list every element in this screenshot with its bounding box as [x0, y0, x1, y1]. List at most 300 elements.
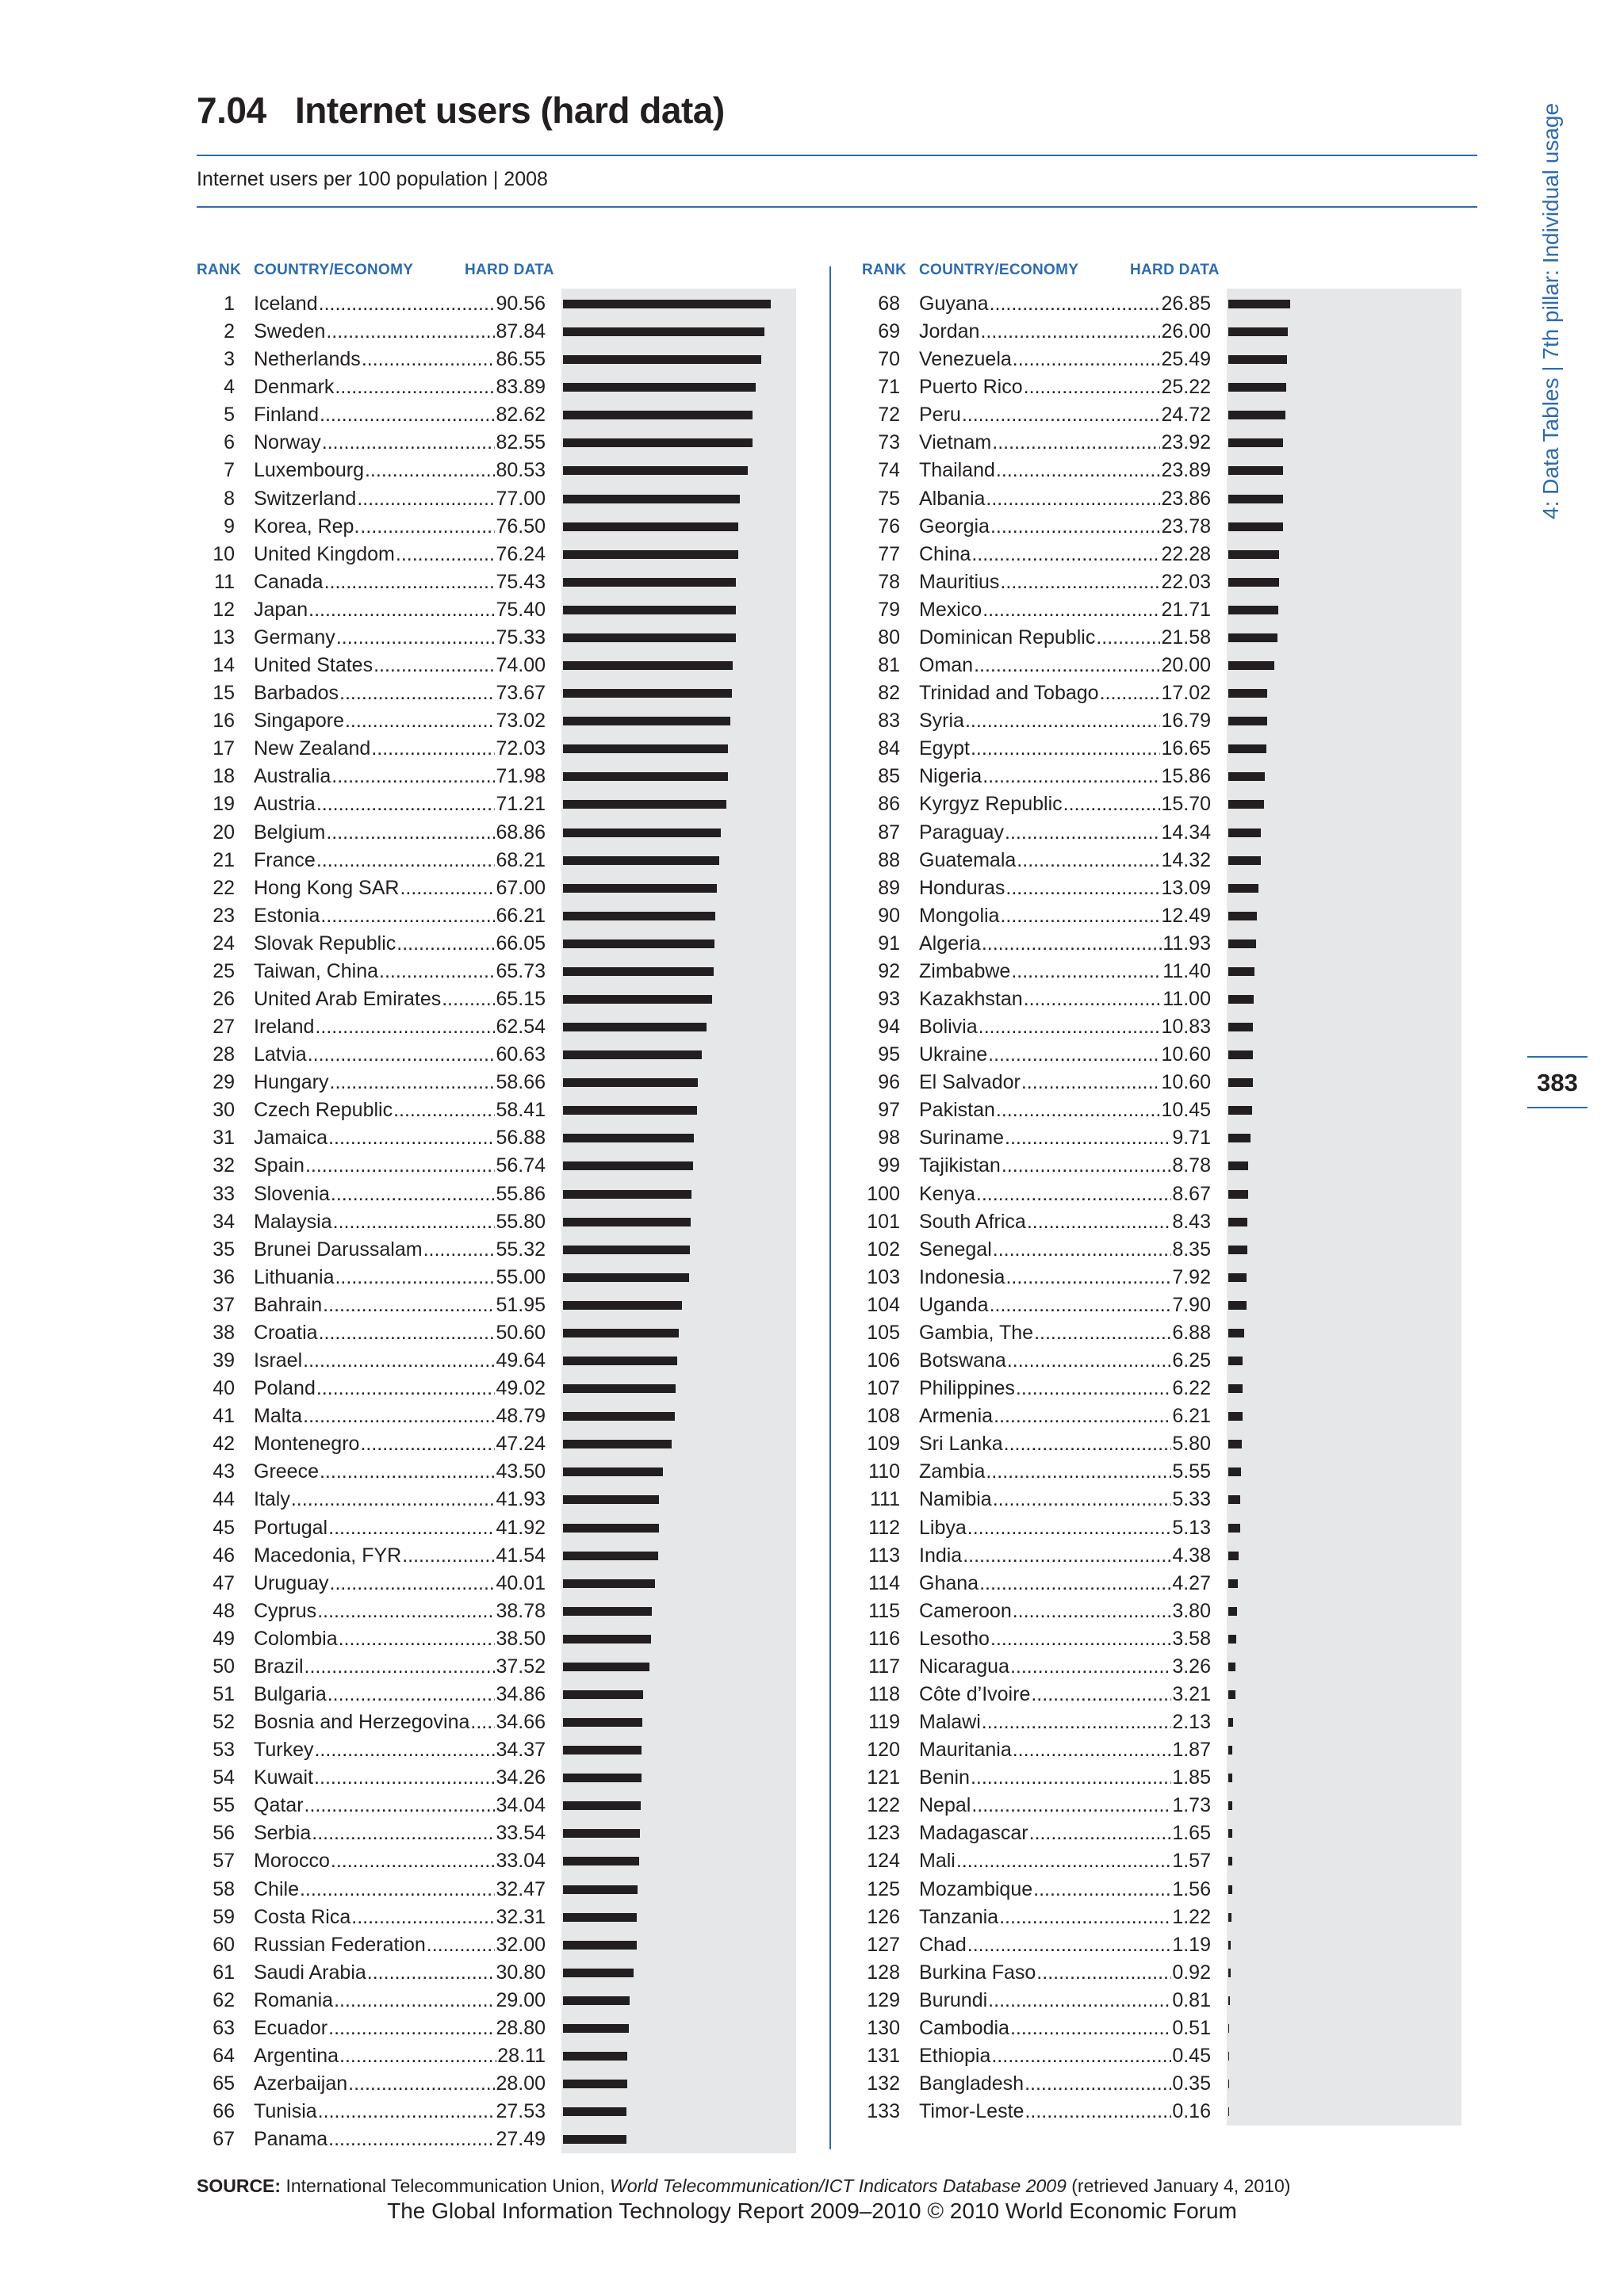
table-row: [862, 1514, 1465, 1542]
value-cell: 58.66: [496, 1071, 546, 1094]
dot-leader: [316, 1375, 496, 1402]
rank-cell: 87: [878, 821, 900, 844]
country-name: Slovak Republic: [254, 932, 396, 955]
value-cell: 1.73: [1172, 1794, 1211, 1817]
dot-leader: [1025, 2070, 1171, 2098]
value-cell: 56.88: [496, 1127, 546, 1150]
country-value-cell: [254, 763, 546, 790]
dot-leader: [990, 1625, 1171, 1653]
country-name: Pakistan: [919, 1099, 995, 1122]
dot-leader: [393, 1096, 495, 1124]
value-cell: 8.43: [1172, 1210, 1211, 1233]
value-bar: [1228, 1440, 1242, 1448]
country-name: Albania: [919, 487, 986, 510]
country-value-cell: [919, 1542, 1211, 1570]
country-value-cell: [919, 401, 1211, 429]
value-cell: 28.11: [497, 2045, 546, 2068]
value-cell: 28.00: [496, 2072, 546, 2095]
country-value-cell: [919, 902, 1211, 930]
country-value-cell: [919, 1292, 1211, 1319]
country-value-cell: [919, 1347, 1211, 1375]
value-cell: 25.49: [1161, 348, 1211, 371]
value-bar: [1228, 1050, 1253, 1059]
dot-leader: [996, 457, 1161, 484]
rank-cell: 11: [214, 570, 235, 593]
country-value-cell: [254, 2126, 546, 2153]
country-value-cell: [254, 1430, 546, 1458]
table-row: [862, 2070, 1465, 2098]
value-bar: [563, 995, 712, 1004]
dot-leader: [291, 1486, 496, 1513]
value-bar: [563, 1468, 663, 1476]
rank-cell: 35: [213, 1238, 235, 1261]
country-value-cell: [919, 1264, 1211, 1292]
value-bar: [563, 578, 736, 587]
country-value-cell: [254, 1236, 546, 1264]
rank-cell: 73: [878, 431, 900, 454]
country-name: Chad: [919, 1933, 967, 1956]
table-row: [862, 513, 1465, 541]
country-value-cell: [254, 596, 546, 624]
value-cell: 0.51: [1172, 2016, 1211, 2039]
value-cell: 7.90: [1172, 1293, 1211, 1316]
country-value-cell: [919, 874, 1211, 902]
value-cell: 55.86: [496, 1182, 546, 1205]
dot-leader: [1005, 1124, 1171, 1152]
value-bar: [1228, 1746, 1232, 1755]
rank-cell: 58: [213, 1877, 235, 1900]
country-value-cell: [254, 1514, 546, 1542]
country-name: Armenia: [919, 1405, 994, 1428]
value-bar: [563, 1495, 659, 1504]
country-value-cell: [254, 541, 546, 568]
table-row: [862, 373, 1465, 401]
country-value-cell: [254, 1152, 546, 1180]
country-name: Oman: [919, 654, 974, 677]
table-row: [197, 485, 799, 513]
dot-leader: [1100, 679, 1161, 707]
table-row: [197, 1820, 799, 1847]
dot-leader: [988, 1041, 1160, 1069]
table-row: [862, 1236, 1465, 1264]
value-bar: [563, 772, 728, 781]
rank-cell: 124: [867, 1850, 900, 1873]
value-bar: [1228, 1218, 1247, 1226]
table-row: [197, 513, 799, 541]
rank-cell: 43: [213, 1460, 235, 1483]
rank-cell: 97: [878, 1099, 900, 1122]
value-cell: 4.27: [1172, 1571, 1211, 1594]
country-name: Sweden: [254, 320, 326, 343]
value-cell: 23.78: [1161, 515, 1211, 538]
rank-cell: 81: [878, 654, 900, 677]
dot-leader: [971, 1792, 1171, 1820]
country-value-cell: [919, 1570, 1211, 1598]
rank-cell: 127: [867, 1933, 900, 1956]
rank-cell: 27: [213, 1016, 235, 1039]
dot-leader: [331, 1847, 496, 1875]
country-value-cell: [919, 346, 1211, 373]
table-row: [197, 1514, 799, 1542]
rank-cell: 123: [867, 1822, 900, 1845]
dot-leader: [345, 707, 495, 735]
value-bar: [1228, 1468, 1241, 1476]
country-name: Tunisia: [254, 2100, 317, 2123]
dot-leader: [323, 1292, 495, 1319]
value-cell: 15.70: [1161, 793, 1211, 816]
rank-cell: 31: [213, 1127, 235, 1150]
table-row: [197, 2015, 799, 2042]
value-bar: [1228, 1190, 1248, 1199]
country-name: Dominican Republic: [919, 626, 1096, 649]
value-bar: [1228, 1106, 1252, 1115]
table-row: [197, 1375, 799, 1402]
country-value-cell: [919, 1236, 1211, 1264]
value-cell: 66.21: [496, 904, 546, 927]
value-bar: [563, 1885, 638, 1894]
table-row: [862, 735, 1465, 763]
dot-leader: [303, 1347, 495, 1375]
rank-cell: 46: [213, 1544, 235, 1567]
table-row: [197, 541, 799, 568]
country-name: Namibia: [919, 1488, 992, 1511]
table-row: [197, 1319, 799, 1347]
country-value-cell: [919, 1904, 1211, 1931]
dot-leader: [328, 1514, 495, 1542]
country-name: Austria: [254, 793, 316, 816]
value-bar: [1228, 884, 1258, 893]
country-name: Australia: [254, 765, 331, 788]
header-value-right: HARD DATA: [1130, 262, 1220, 278]
country-value-cell: [919, 790, 1211, 818]
rank-cell: 38: [213, 1321, 235, 1344]
country-value-cell: [919, 2042, 1211, 2070]
country-value-cell: [254, 2042, 546, 2070]
dot-leader: [990, 290, 1161, 318]
country-name: Burkina Faso: [919, 1961, 1036, 1984]
value-bar: [563, 1440, 672, 1448]
rank-cell: 116: [868, 1627, 900, 1650]
dot-leader: [1016, 1375, 1171, 1402]
country-value-cell: [254, 902, 546, 930]
dot-leader: [993, 1486, 1172, 1513]
table-row: [197, 2098, 799, 2126]
source-label: SOURCE:: [197, 2175, 282, 2196]
country-value-cell: [254, 1570, 546, 1598]
table-row: [197, 457, 799, 484]
value-cell: 34.04: [496, 1794, 546, 1817]
value-cell: 68.21: [496, 848, 546, 871]
country-name: Guatemala: [919, 848, 1017, 871]
dot-leader: [328, 1124, 495, 1152]
country-value-cell: [254, 847, 546, 874]
dot-leader: [982, 930, 1162, 958]
country-value-cell: [254, 1347, 546, 1375]
value-cell: 4.38: [1172, 1544, 1211, 1567]
rank-cell: 21: [213, 848, 235, 871]
value-cell: 5.55: [1172, 1460, 1211, 1483]
country-value-cell: [254, 1292, 546, 1319]
rank-cell: 63: [213, 2016, 235, 2039]
country-name: Colombia: [254, 1627, 338, 1650]
value-bar: [563, 689, 732, 698]
rank-cell: 115: [868, 1599, 900, 1622]
rank-cell: 44: [213, 1488, 235, 1511]
value-bar: [563, 1023, 707, 1031]
country-name: Bosnia and Herzegovina: [254, 1711, 470, 1734]
value-cell: 43.50: [496, 1460, 546, 1483]
country-name: Korea, Rep.: [254, 515, 360, 538]
value-bar: [563, 1635, 651, 1644]
value-bar: [1228, 1412, 1243, 1421]
value-cell: 82.62: [496, 404, 546, 427]
country-value-cell: [919, 485, 1211, 513]
rank-cell: 117: [868, 1655, 900, 1678]
value-cell: 30.80: [496, 1961, 546, 1984]
value-bar: [563, 383, 756, 392]
rank-cell: 62: [213, 1988, 235, 2011]
dot-leader: [1027, 1208, 1172, 1236]
value-bar: [1228, 1829, 1232, 1838]
dot-leader: [1004, 1430, 1172, 1458]
value-cell: 0.45: [1172, 2045, 1211, 2068]
dot-leader: [362, 346, 496, 373]
rank-cell: 52: [213, 1711, 235, 1734]
dot-leader: [1024, 373, 1161, 401]
rank-cell: 90: [878, 904, 900, 927]
dot-leader: [326, 819, 495, 847]
country-value-cell: [254, 1653, 546, 1681]
country-value-cell: [254, 2098, 546, 2126]
country-value-cell: [919, 707, 1211, 735]
value-cell: 75.43: [496, 570, 546, 593]
value-bar: [1228, 717, 1267, 725]
value-cell: 55.32: [496, 1238, 546, 1261]
country-value-cell: [919, 318, 1211, 346]
value-bar: [563, 1218, 691, 1226]
section-number: 7.04: [197, 90, 266, 131]
dot-leader: [1010, 1653, 1171, 1681]
dot-leader: [317, 1598, 495, 1625]
rank-cell: 80: [878, 626, 900, 649]
country-value-cell: [254, 624, 546, 652]
rank-cell: 78: [878, 570, 900, 593]
value-bar: [563, 300, 771, 308]
country-name: Czech Republic: [254, 1099, 393, 1122]
country-value-cell: [254, 1375, 546, 1402]
country-name: Ecuador: [254, 2016, 328, 2039]
rank-cell: 19: [213, 793, 235, 816]
table-row: [197, 1904, 799, 1931]
rank-cell: 1: [224, 293, 235, 315]
table-row: [197, 1625, 799, 1653]
value-bar: [1228, 1524, 1240, 1533]
country-name: Venezuela: [919, 348, 1012, 371]
country-name: Uganda: [919, 1293, 989, 1316]
country-value-cell: [254, 1069, 546, 1096]
country-name: Azerbaijan: [254, 2072, 348, 2095]
rank-cell: 54: [213, 1766, 235, 1789]
dot-leader: [974, 652, 1160, 679]
country-value-cell: [919, 1764, 1211, 1792]
value-bar: [563, 1857, 639, 1866]
table-row: [197, 1152, 799, 1180]
rank-cell: 98: [878, 1127, 900, 1150]
dot-leader: [316, 847, 496, 874]
country-name: China: [919, 542, 971, 565]
rank-cell: 67: [213, 2128, 235, 2151]
country-name: Cameroon: [919, 1599, 1012, 1622]
country-value-cell: [919, 457, 1211, 484]
value-bar: [563, 1190, 691, 1199]
table-row: [197, 346, 799, 373]
value-bar: [1228, 1357, 1243, 1365]
header-rank-right: RANK: [862, 262, 907, 278]
column-divider: [829, 266, 831, 2149]
dot-leader: [367, 1959, 496, 1987]
value-cell: 55.80: [496, 1210, 546, 1233]
country-value-cell: [254, 1764, 546, 1792]
value-bar: [563, 2080, 627, 2088]
country-value-cell: [254, 1904, 546, 1931]
value-cell: 41.92: [496, 1516, 546, 1539]
value-bar: [563, 1273, 689, 1282]
dot-leader: [373, 652, 495, 679]
table-row: [862, 1959, 1465, 1987]
subtitle-rule: [197, 206, 1477, 208]
table-row: [197, 1486, 799, 1513]
country-name: Barbados: [254, 682, 339, 705]
country-name: Nigeria: [919, 765, 982, 788]
country-name: Tajikistan: [919, 1154, 1001, 1177]
country-value-cell: [254, 958, 546, 985]
value-bar: [563, 717, 730, 725]
country-name: Mongolia: [919, 904, 1000, 927]
value-bar: [563, 1412, 675, 1421]
country-name: Paraguay: [919, 821, 1005, 844]
country-name: Bahrain: [254, 1293, 323, 1316]
value-cell: 77.00: [496, 487, 546, 510]
country-name: Saudi Arabia: [254, 1961, 366, 1984]
country-name: Ukraine: [919, 1043, 988, 1066]
rank-cell: 108: [867, 1405, 900, 1428]
country-name: Japan: [254, 598, 308, 621]
value-cell: 37.52: [496, 1655, 546, 1678]
value-bar: [1228, 1246, 1247, 1254]
rank-cell: 26: [213, 988, 235, 1010]
value-cell: 38.50: [496, 1627, 546, 1650]
country-value-cell: [254, 1096, 546, 1124]
value-cell: 72.03: [496, 737, 546, 760]
value-bar: [563, 355, 761, 364]
country-value-cell: [919, 568, 1211, 596]
country-name: Lithuania: [254, 1265, 335, 1288]
value-bar: [563, 1969, 634, 1977]
country-value-cell: [254, 1041, 546, 1069]
table-row: [197, 1069, 799, 1096]
dot-leader: [335, 1264, 495, 1292]
value-bar: [1228, 1885, 1232, 1894]
country-name: Hong Kong SAR: [254, 876, 400, 899]
rank-cell: 104: [867, 1293, 900, 1316]
rank-cell: 13: [213, 626, 235, 649]
rank-cell: 50: [213, 1655, 235, 1678]
country-value-cell: [254, 568, 546, 596]
rank-cell: 86: [878, 793, 900, 816]
country-name: Serbia: [254, 1822, 312, 1845]
table-row: [197, 1347, 799, 1375]
rank-cell: 102: [867, 1238, 900, 1261]
dot-leader: [371, 735, 495, 763]
value-bar: [563, 1246, 690, 1254]
country-value-cell: [919, 1736, 1211, 1764]
value-bar: [563, 800, 726, 809]
rank-cell: 111: [869, 1488, 900, 1511]
rank-cell: 34: [213, 1210, 235, 1233]
value-cell: 15.86: [1161, 765, 1211, 788]
country-value-cell: [919, 1598, 1211, 1625]
rank-cell: 51: [213, 1683, 235, 1705]
country-name: Botswana: [919, 1349, 1006, 1372]
country-name: Senegal: [919, 1238, 992, 1261]
value-cell: 3.58: [1172, 1627, 1211, 1650]
rank-cell: 25: [213, 959, 235, 982]
table-row: [862, 2015, 1465, 2042]
country-name: Poland: [254, 1377, 316, 1400]
value-bar: [1228, 1301, 1247, 1310]
value-cell: 3.21: [1172, 1683, 1211, 1705]
dot-leader: [379, 958, 495, 985]
table-row: [862, 679, 1465, 707]
rank-cell: 76: [878, 515, 900, 538]
value-bar: [1228, 689, 1267, 698]
country-name: Tanzania: [919, 1905, 999, 1928]
value-bar: [563, 1329, 679, 1337]
value-cell: 10.83: [1161, 1016, 1211, 1039]
country-name: Gambia, The: [919, 1321, 1034, 1344]
value-cell: 14.32: [1161, 848, 1211, 871]
source-note: [197, 2175, 1290, 2197]
country-name: Norway: [254, 431, 321, 454]
table-row: [862, 1681, 1465, 1709]
value-cell: 27.49: [496, 2128, 546, 2151]
table-row: [862, 958, 1465, 985]
value-cell: 0.16: [1172, 2100, 1211, 2123]
table-row: [862, 2042, 1465, 2070]
dot-leader: [1063, 790, 1161, 818]
country-name: Iceland: [254, 293, 318, 315]
dot-leader: [982, 763, 1160, 790]
table-row: [862, 1375, 1465, 1402]
table-row: [197, 735, 799, 763]
value-bar: [1228, 967, 1254, 976]
value-bar: [1228, 1495, 1240, 1504]
table-row: [862, 1096, 1465, 1124]
value-cell: 1.85: [1172, 1766, 1211, 1789]
dot-leader: [1031, 1681, 1171, 1709]
value-cell: 17.02: [1161, 682, 1211, 705]
value-bar: [563, 1941, 637, 1950]
table-row: [862, 1625, 1465, 1653]
table-row: [197, 290, 799, 318]
dot-leader: [423, 1236, 496, 1264]
value-cell: 83.89: [496, 376, 546, 399]
country-name: Argentina: [254, 2045, 339, 2068]
country-value-cell: [919, 373, 1211, 401]
dot-leader: [396, 930, 495, 958]
value-bar: [563, 2024, 629, 2033]
value-bar: [1228, 744, 1266, 753]
